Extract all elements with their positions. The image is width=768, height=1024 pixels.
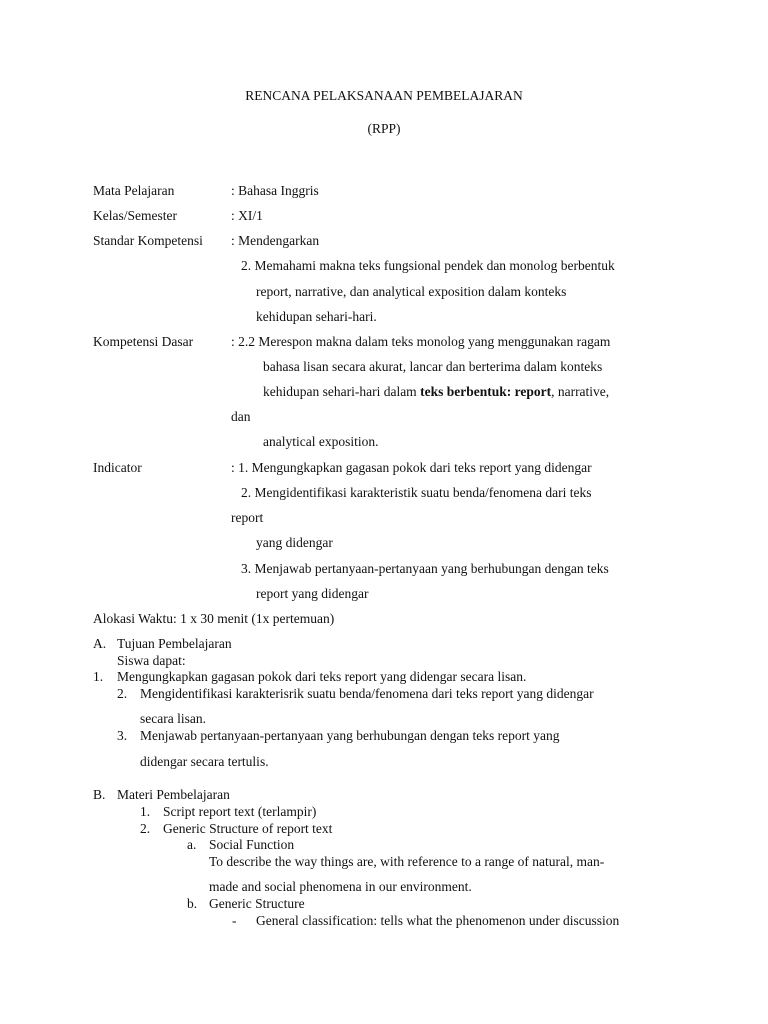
standar-line: report, narrative, dan analytical exposition dalam konteks [256,284,567,299]
kelas-value: : XI/1 [231,208,263,223]
section-a-letter: A. [93,636,107,651]
list-number: 2. [140,821,151,836]
list-item: secara lisan. [140,711,206,726]
standar-label: Standar Kompetensi [93,233,203,248]
list-item: Menjawab pertanyaan-pertanyaan yang berhubungan dengan teks report yang [140,728,560,743]
kd-label: Kompetensi Dasar [93,334,194,349]
list-number: 3. [117,728,128,743]
sub-text: To describe the way things are, with reference to a range of natural, man- [209,854,605,869]
list-item: Generic Structure of report text [163,821,333,836]
indicator-line: 2. Mengidentifikasi karakteristik suatu benda/fenomena dari teks [241,485,592,500]
kelas-label: Kelas/Semester [93,208,177,223]
indicator-line: : 1. Mengungkapkan gagasan pokok dari teks report yang didengar [231,460,592,475]
document-title: RENCANA PELAKSANAAN PEMBELAJARAN [245,88,523,103]
kd-line: : 2.2 Merespon makna dalam teks monolog yang menggunakan ragam [231,334,611,349]
indicator-label: Indicator [93,460,142,475]
kd-line: analytical exposition. [263,434,379,449]
list-item: Mengungkapkan gagasan pokok dari teks report yang didengar secara lisan. [117,669,527,684]
kd-line-text: , narrative, [551,384,610,399]
indicator-line: report [231,510,264,525]
standar-line: kehidupan sehari-hari. [256,309,377,324]
alokasi-waktu: Alokasi Waktu: 1 x 30 menit (1x pertemuan) [93,611,335,626]
section-b-title: Materi Pembelajaran [117,787,230,802]
sub-letter: a. [187,837,197,852]
list-item: Mengidentifikasi karakterisrik suatu benda/fenomena dari teks report yang didengar [140,686,594,701]
kd-line: bahasa lisan secara akurat, lancar dan berterima dalam konteks [263,359,603,374]
bullet-dash: - [232,913,237,928]
sub-letter: b. [187,896,198,911]
indicator-line: yang didengar [256,535,333,550]
sub-text: General classification: tells what the phenomenon under discussion [256,913,620,928]
indicator-line: report yang didengar [256,586,369,601]
mata-pelajaran-label: Mata Pelajaran [93,183,175,198]
list-number: 1. [140,804,151,819]
document-subtitle: (RPP) [367,121,401,136]
section-a-intro: Siswa dapat: [117,653,186,668]
list-item: didengar secara tertulis. [140,754,269,769]
kd-line [263,384,609,400]
sub-text: made and social phenomena in our environment. [209,879,472,894]
standar-value: : Mendengarkan [231,233,320,248]
mata-pelajaran-value: : Bahasa Inggris [231,183,319,198]
kd-line-bold: teks berbentuk: report [420,384,552,399]
list-number: 1. [93,669,104,684]
sub-title: Social Function [209,837,295,852]
sub-title: Generic Structure [209,896,305,911]
section-b-letter: B. [93,787,106,802]
section-a-title: Tujuan Pembelajaran [117,636,232,651]
list-number: 2. [117,686,128,701]
list-item: Script report text (terlampir) [163,804,317,819]
indicator-line: 3. Menjawab pertanyaan-pertanyaan yang berhubungan dengan teks [241,561,609,576]
standar-line: 2. Memahami makna teks fungsional pendek dan monolog berbentuk [241,258,615,273]
kd-line-text: kehidupan sehari-hari dalam [263,384,421,399]
kd-line: dan [231,409,251,424]
